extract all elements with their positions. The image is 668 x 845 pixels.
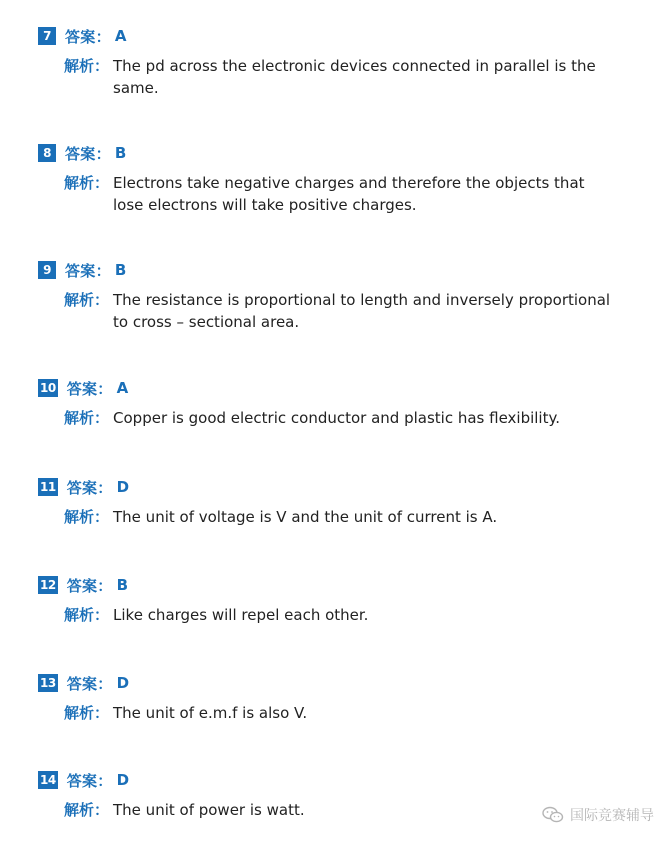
analysis-block [64,55,638,99]
answer-item-7 [38,25,638,99]
question-number-badge: 12 [40,578,56,592]
answer-line [38,25,638,47]
answer-item-13 [38,672,638,724]
answer-item-10 [38,377,638,429]
answer-line [38,672,638,694]
answer-line [38,377,638,399]
analysis-label: 解析： [64,606,110,624]
answer-line [38,769,638,791]
answer-line [38,574,638,596]
answer-item-9 [38,259,638,333]
answer-label: 答案： [66,674,113,693]
answer-label: 答案： [66,771,113,790]
answer-value: A [114,27,127,45]
analysis-label: 解析： [64,57,110,75]
answer-label: 答案： [66,379,113,398]
analysis-label: 解析： [64,291,110,309]
analysis-label: 解析： [64,409,110,427]
analysis-text: The unit of e.m.f is also V. [113,704,308,722]
answer-value: B [114,144,127,162]
analysis-block [64,604,638,626]
answer-label: 答案： [66,576,113,595]
answer-item-8 [38,142,638,216]
answer-value: B [116,576,129,594]
answer-label: 答案： [65,261,111,280]
answer-line [38,476,638,498]
answer-label: 答案： [65,27,111,46]
analysis-text: The unit of voltage is V and the unit of current is A. [113,508,498,526]
analysis-text: Copper is good electric conductor and plastic has flexibility. [113,409,560,427]
question-number-badge: 14 [40,773,56,787]
analysis-block [64,506,638,528]
answer-label: 答案： [66,478,113,497]
analysis-block [64,702,638,724]
answer-line [38,142,638,164]
analysis-text: The pd across the electronic devices connected in parallel is the same. [113,57,596,97]
analysis-block [64,407,638,429]
answer-value: A [116,379,129,397]
answer-label: 答案： [65,144,111,163]
answer-item-12 [38,574,638,626]
wechat-icon [542,806,564,824]
question-number-badge: 8 [38,144,56,162]
analysis-text: Like charges will repel each other. [113,606,369,624]
question-number-badge: 13 [40,676,56,690]
watermark-text: 国际竞赛辅导 [570,808,654,824]
analysis-text: Electrons take negative charges and therefore the objects that lose electrons will take positive charges. [113,174,585,214]
analysis-label: 解析： [64,704,110,722]
analysis-label: 解析： [64,508,110,526]
answer-item-11 [38,476,638,528]
answer-value: B [114,261,127,279]
answer-line [38,259,638,281]
analysis-text: The resistance is proportional to length and inversely proportional to cross – sectional area. [113,291,611,331]
analysis-label: 解析： [64,174,110,192]
analysis-block [64,172,638,216]
answer-value: D [116,478,130,496]
question-number-badge: 7 [38,27,56,45]
question-number-badge: 10 [40,381,56,395]
answer-value: D [116,674,130,692]
answer-value: D [116,771,130,789]
watermark [542,805,654,825]
question-number-badge: 11 [40,480,56,494]
analysis-label: 解析： [64,801,110,819]
analysis-block [64,289,638,333]
analysis-text: The unit of power is watt. [113,801,305,819]
question-number-badge: 9 [38,261,56,279]
